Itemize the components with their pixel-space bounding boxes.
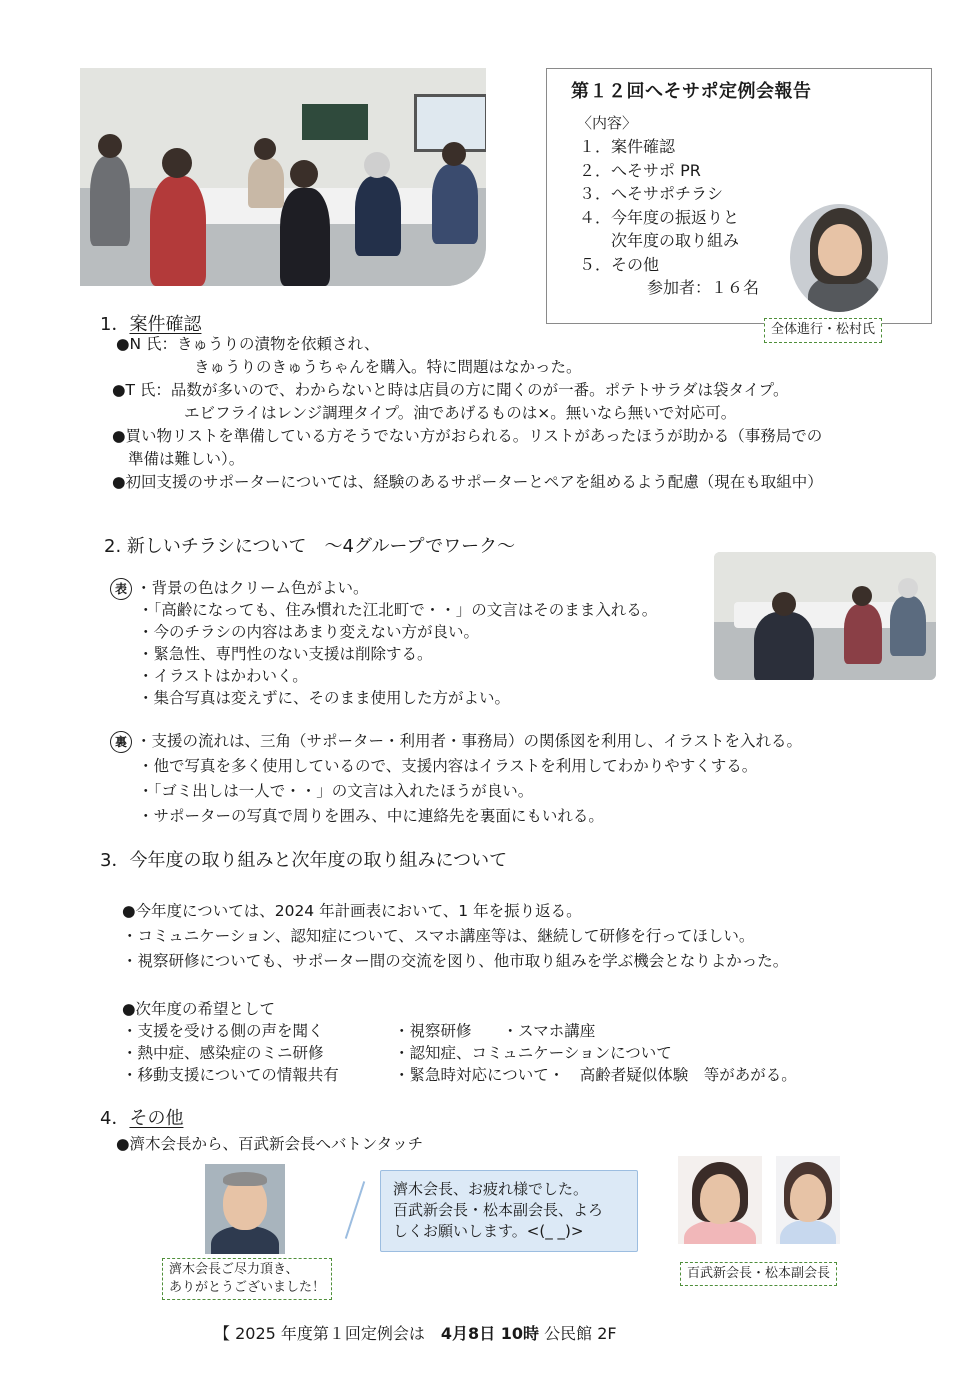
section2-heading: 2. 新しいチラシについて ～4グループでワーク～ xyxy=(104,536,516,557)
contents-label: 〈内容〉 xyxy=(577,114,638,132)
back-line: 裏 ・支援の流れは、三角（サポーター・利用者・事務局）の関係図を利用し、イラストを入れる。 xyxy=(110,730,802,753)
facilitator-label: 全体進行・松村氏 xyxy=(764,318,882,343)
contents-item: １．案件確認 xyxy=(579,137,676,156)
front-line: ・緊急性、専門性のない支援は削除する。 xyxy=(138,645,433,663)
footer-text: 2025 年度第１回定例会は xyxy=(235,1324,441,1343)
back-line: ・サポーターの写真で周りを囲み、中に連絡先を裏面にもいれる。 xyxy=(138,807,604,825)
back-mark: 裏 xyxy=(110,731,132,753)
next-year-item: ・移動支援についての情報共有 xyxy=(122,1066,339,1084)
this-year-line: ・コミュニケーション、認知症について、スマホ講座等は、継続して研修を行ってほしい。 xyxy=(122,927,755,945)
meeting-photo-main xyxy=(80,68,486,286)
next-year-item: ・支援を受ける側の声を聞く xyxy=(122,1022,324,1040)
next-year-item: ・認知症、コミュニケーションについて xyxy=(394,1044,672,1062)
section1-line: ●初回支援のサポーターについては、経験のあるサポーターとペアを組めるよう配慮（現在も取組中） xyxy=(112,473,823,491)
next-year-item: ・熱中症、感染症のミニ研修 xyxy=(122,1044,324,1062)
back-line: ・「ゴミ出しは一人で・・」の文言は入れたほうが良い。 xyxy=(138,782,534,800)
new-leaders-caption: 百武新会長・松本副会長 xyxy=(680,1262,837,1286)
this-year-line: ●今年度については、2024 年計画表において、1 年を振り返る。 xyxy=(122,902,582,920)
front-line: 表 ・背景の色はクリーム色がよい。 xyxy=(110,577,369,600)
section1-line: ●N 氏：きゅうりの漬物を依頼され、 xyxy=(116,335,380,353)
section3-heading: 3．今年度の取り組みと次年度の取り組みについて xyxy=(100,850,508,871)
back-line: ・他で写真を多く使用しているので、支援内容はイラストを利用してわかりやすくする。 xyxy=(138,757,758,775)
section1-line: エビフライはレンジ調理タイプ。油であげるものは×。無いなら無いで対応可。 xyxy=(184,404,737,422)
former-chair-caption: 濟木会長ご尽力頂き、 ありがとうございました！ xyxy=(162,1258,332,1300)
message-bubble: 濟木会長、お疲れ様でした。 百武新会長・松本副会長、よろ しくお願いします。<(_ _)> xyxy=(380,1170,638,1252)
section4-heading: 4．その他 xyxy=(100,1108,184,1129)
section1-heading: 1．案件確認 xyxy=(100,314,202,335)
section1-line: 準備は難しい）。 xyxy=(128,450,245,468)
next-year-item: ・視察研修 ・スマホ講座 xyxy=(394,1022,596,1040)
vice-chair-photo xyxy=(776,1156,840,1244)
attendance: 参加者：１６名 xyxy=(647,278,760,297)
front-mark: 表 xyxy=(110,578,132,600)
front-line: ・イラストはかわいく。 xyxy=(138,667,308,685)
footer-bracket: 【 xyxy=(214,1324,231,1343)
contents-item: ２．へそサポ PR xyxy=(579,160,701,180)
contents-list xyxy=(579,135,759,300)
next-year-item: ・緊急時対応について・ 高齢者疑似体験 等があがる。 xyxy=(394,1066,797,1084)
former-chair-photo xyxy=(205,1164,285,1254)
contents-item: 次年度の取り組み xyxy=(579,231,740,250)
footer-date: 4月8日 10時 xyxy=(440,1324,540,1343)
contents-item: ５．その他 xyxy=(579,254,660,274)
contents-item: ３．へそサポチラシ xyxy=(579,184,724,203)
front-line: ・「高齢になっても、住み慣れた江北町で・・」の文言はそのまま入れる。 xyxy=(138,601,658,619)
section1-line: きゅうりのきゅうちゃんを購入。特に問題はなかった。 xyxy=(194,358,582,376)
footer-place: 公民館 2F xyxy=(539,1324,617,1343)
front-line: ・集合写真は変えずに、そのまま使用した方がよい。 xyxy=(138,689,511,707)
this-year-line: ・視察研修についても、サポーター間の交流を図り、他市取り組みを学ぶ機会となりよかった。 xyxy=(122,952,789,970)
report-title: 第１２回へそサポ定例会報告 xyxy=(571,81,812,102)
front-line: ・今のチラシの内容はあまり変えない方が良い。 xyxy=(138,623,480,641)
bubble-pointer xyxy=(345,1181,365,1239)
contents-item: ４．今年度の振返りと xyxy=(579,207,740,227)
next-meeting-notice xyxy=(214,1322,617,1345)
new-chair-photo xyxy=(678,1156,762,1244)
group-work-photo xyxy=(714,552,936,680)
next-year-label: ●次年度の希望として xyxy=(122,1000,276,1018)
facilitator-photo xyxy=(790,204,888,312)
section4-line: ●濟木会長から、百武新会長へバトンタッチ xyxy=(116,1135,424,1153)
section1-line: ●T 氏：品数が多いので、わからないと時は店員の方に聞くのが一番。ポテトサラダは袋タイプ。 xyxy=(112,381,789,399)
section1-line: ●買い物リストを準備している方そうでない方がおられる。リストがあったほうが助かる（事務局での xyxy=(112,427,823,445)
